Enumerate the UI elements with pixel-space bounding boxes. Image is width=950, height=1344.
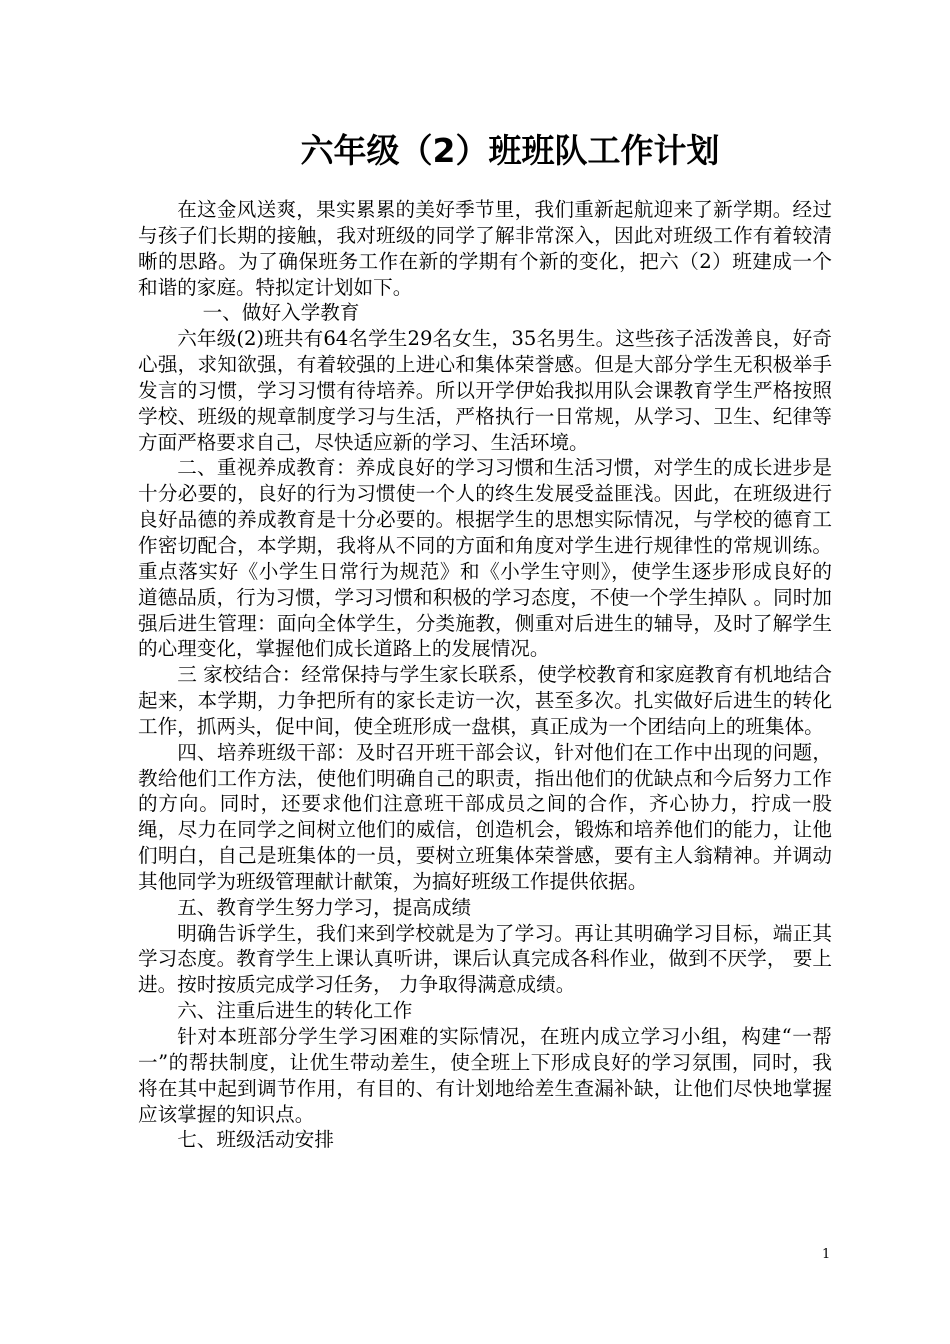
section-heading-1: 一、做好入学教育: [202, 301, 360, 325]
document-body: [138, 197, 832, 1153]
section-paragraph-1: 六年级(2)班共有64名学生29名女生，35名男生。这些孩子活泼善良，好奇心强，求知欲强，有着较强的上进心和集体荣誉感。但是大部分学生无积极举手发言的习惯，学习习惯有待培养。所以开学伊始我拟用队会课教育学生严格按照学校、班级的规章制度学习与生活，严格执行一日常规，从学习、卫生、纪律等方面严格要求自己，尽快适应新的学习、生活环境。: [138, 327, 832, 454]
intro-paragraph: 在这金风送爽，果实累累的美好季节里，我们重新起航迎来了新学期。经过与孩子们长期的接触，我对班级的同学了解非常深入，因此对班级工作有着较清晰的思路。为了确保班务工作在新的学期有个新的变化，把六（2）班建成一个和谐的家庭。特拟定计划如下。: [138, 198, 832, 299]
section-heading-7: 七、班级活动安排: [177, 1128, 334, 1152]
page-title: 六年级（2）班班队工作计划: [300, 131, 720, 170]
section-paragraph-2: 二、重视养成教育：养成良好的学习习惯和生活习惯，对学生的成长进步是十分必要的，良好的行为习惯使一个人的终生发展受益匪浅。因此，在班级进行良好品德的养成教育是十分必要的。根据学生的思想实际情况，与学校的德育工作密切配合，本学期，我将从不同的方面和角度对学生进行规律性的常规训练。重点落实好《小学生日常行为规范》和《小学生守则》，使学生逐步形成良好的道德品质，行为习惯，学习习惯和积极的学习态度，不使一个学生掉队 。同时加强后进生管理：面向全体学生，分类施教，侧重对后进生的辅导，及时了解学生的心理变化，掌握他们成长道路上的发展情况。: [138, 456, 832, 661]
section-paragraph-3: 三 家校结合：经常保持与学生家长联系，使学校教育和家庭教育有机地结合起来，本学期，力争把所有的家长走访一次，甚至多次。扎实做好后进生的转化工作，抓两头，促中间，使全班形成一盘棋，真正成为一个团结向上的班集体。: [138, 663, 832, 738]
section-heading-5: 五、教育学生努力学习，提高成绩: [177, 895, 472, 919]
section-heading-6: 六、注重后进生的转化工作: [177, 999, 413, 1023]
section-paragraph-5: 明确告诉学生，我们来到学校就是为了学习。再让其明确学习目标，端正其学习态度。教育学生上课认真听讲，课后认真完成各科作业，做到不厌学， 要上进。按时按质完成学习任务， 力争取得满意成绩。: [138, 921, 832, 997]
section-paragraph-6: 针对本班部分学生学习困难的实际情况，在班内成立学习小组，构建“一帮一”的帮扶制度，让优生带动差生，使全班上下形成良好的学习氛围，同时，我将在其中起到调节作用，有目的、有计划地给差生查漏补缺，让他们尽快地掌握应该掌握的知识点。: [138, 1025, 832, 1126]
section-paragraph-4: 四、培养班级干部：及时召开班干部会议，针对他们在工作中出现的问题，教给他们工作方法，使他们明确自己的职责，指出他们的优缺点和今后努力工作的方向。同时，还要求他们注意班干部成员之间的合作，齐心协力，拧成一股绳，尽力在同学之间树立他们的威信，创造机会，锻炼和培养他们的能力，让他们明白，自己是班集体的一员，要树立班集体荣誉感，要有主人翁精神。并调动其他同学为班级管理献计献策，为搞好班级工作提供依据。: [138, 740, 832, 893]
page-number: 1: [822, 1247, 831, 1262]
